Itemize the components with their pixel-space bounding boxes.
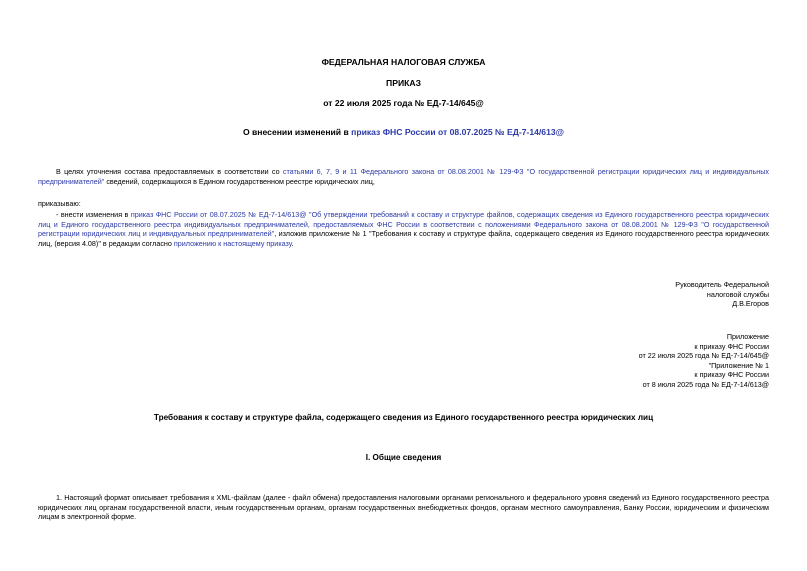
doc-title-prefix: О внесении изменений в — [242, 127, 352, 137]
order-word: приказываю: — [38, 199, 81, 208]
doc-date-number: от 22 июля 2025 года № ЕД-7-14/645@ — [323, 98, 484, 108]
signature-block — [675, 280, 769, 309]
signature-line-1: Руководитель Федеральной — [675, 280, 769, 289]
preamble-paragraph — [38, 167, 769, 186]
order-text-3: . — [291, 238, 294, 248]
agency-name: ФЕДЕРАЛЬНАЯ НАЛОГОВАЯ СЛУЖБА — [321, 57, 486, 67]
order-paragraph — [38, 210, 769, 248]
appendix-line-6: от 8 июля 2025 года № ЕД-7-14/613@ — [642, 379, 769, 389]
appendix-line-1: Приложение — [726, 332, 769, 341]
appendix-block — [639, 332, 769, 389]
order-text-1: - внести изменения в — [56, 210, 131, 219]
doc-title-link[interactable]: приказ ФНС России от 08.07.2025 № ЕД-7-14/613@ — [351, 127, 565, 137]
preamble-text-2: сведений, содержащихся в Едином государственном реестре юридических лиц, — [104, 176, 375, 186]
section-paragraph: 1. Настоящий формат описывает требования к XML-файлам (далее - файл обмена) предоставления налоговыми органами регионального и федерального уровня сведений из Единого государственного реестра юридических лиц органам государственной власти, иным государственным органам, органам государственных внебюджетных фондов, органам местного самоуправления, Банку России, юридическим и физическим лицам в электронной форме. — [38, 493, 769, 521]
section-title: I. Общие сведения — [365, 453, 442, 462]
preamble-text-1: В целях уточнения состава предоставляемых в соответствии со — [56, 167, 283, 176]
signature-line-3: Д.В.Егоров — [732, 299, 769, 308]
order-text-2: , изложив приложение № 1 "Требования к составу и структуре файла, содержащего сведения из Единого государственного реестра юридических лиц, (версия 4.08)" в редакции согласно — [38, 229, 769, 248]
order-prikaz-link[interactable]: приказ ФНС России от 08.07.2025 № ЕД-7-14/613@ — [130, 210, 307, 219]
requirements-title: Требования к составу и структуре файла, содержащего сведения из Единого государственного реестра юридических лиц — [153, 413, 654, 422]
appendix-line-3: от 22 июля 2025 года № ЕД-7-14/645@ — [638, 351, 769, 360]
doc-title — [0, 127, 807, 138]
appendix-line-4: "Приложение № 1 — [708, 360, 769, 370]
appendix-line-5: к приказу ФНС России — [694, 370, 769, 379]
order-appendix-link[interactable]: приложению к настоящему приказу — [173, 238, 292, 248]
appendix-line-2: к приказу ФНС России — [694, 341, 769, 351]
signature-line-2: налоговой службы — [706, 289, 769, 299]
order-prikaz-title-link[interactable]: "Об утверждении требований к составу и структуре файлов, содержащих сведения из Единого государственного реестра юридических лиц и Единого государственного реестра индивидуальных предпринимателей, предоставляемых ФНС России в соответствии с положениями Федерального закона от 08.08.2001 № 129-ФЗ "О государственной регистрации юридических лиц и индивидуальных предпринимателей" — [38, 210, 770, 238]
doc-type: ПРИКАЗ — [386, 78, 421, 88]
preamble-law-link[interactable]: статьями 6, 7, 9 и 11 Федерального закона от 08.08.2001 № 129-ФЗ "О государственной регистрации юридических лиц и индивидуальных предпринимателей" — [38, 167, 770, 186]
